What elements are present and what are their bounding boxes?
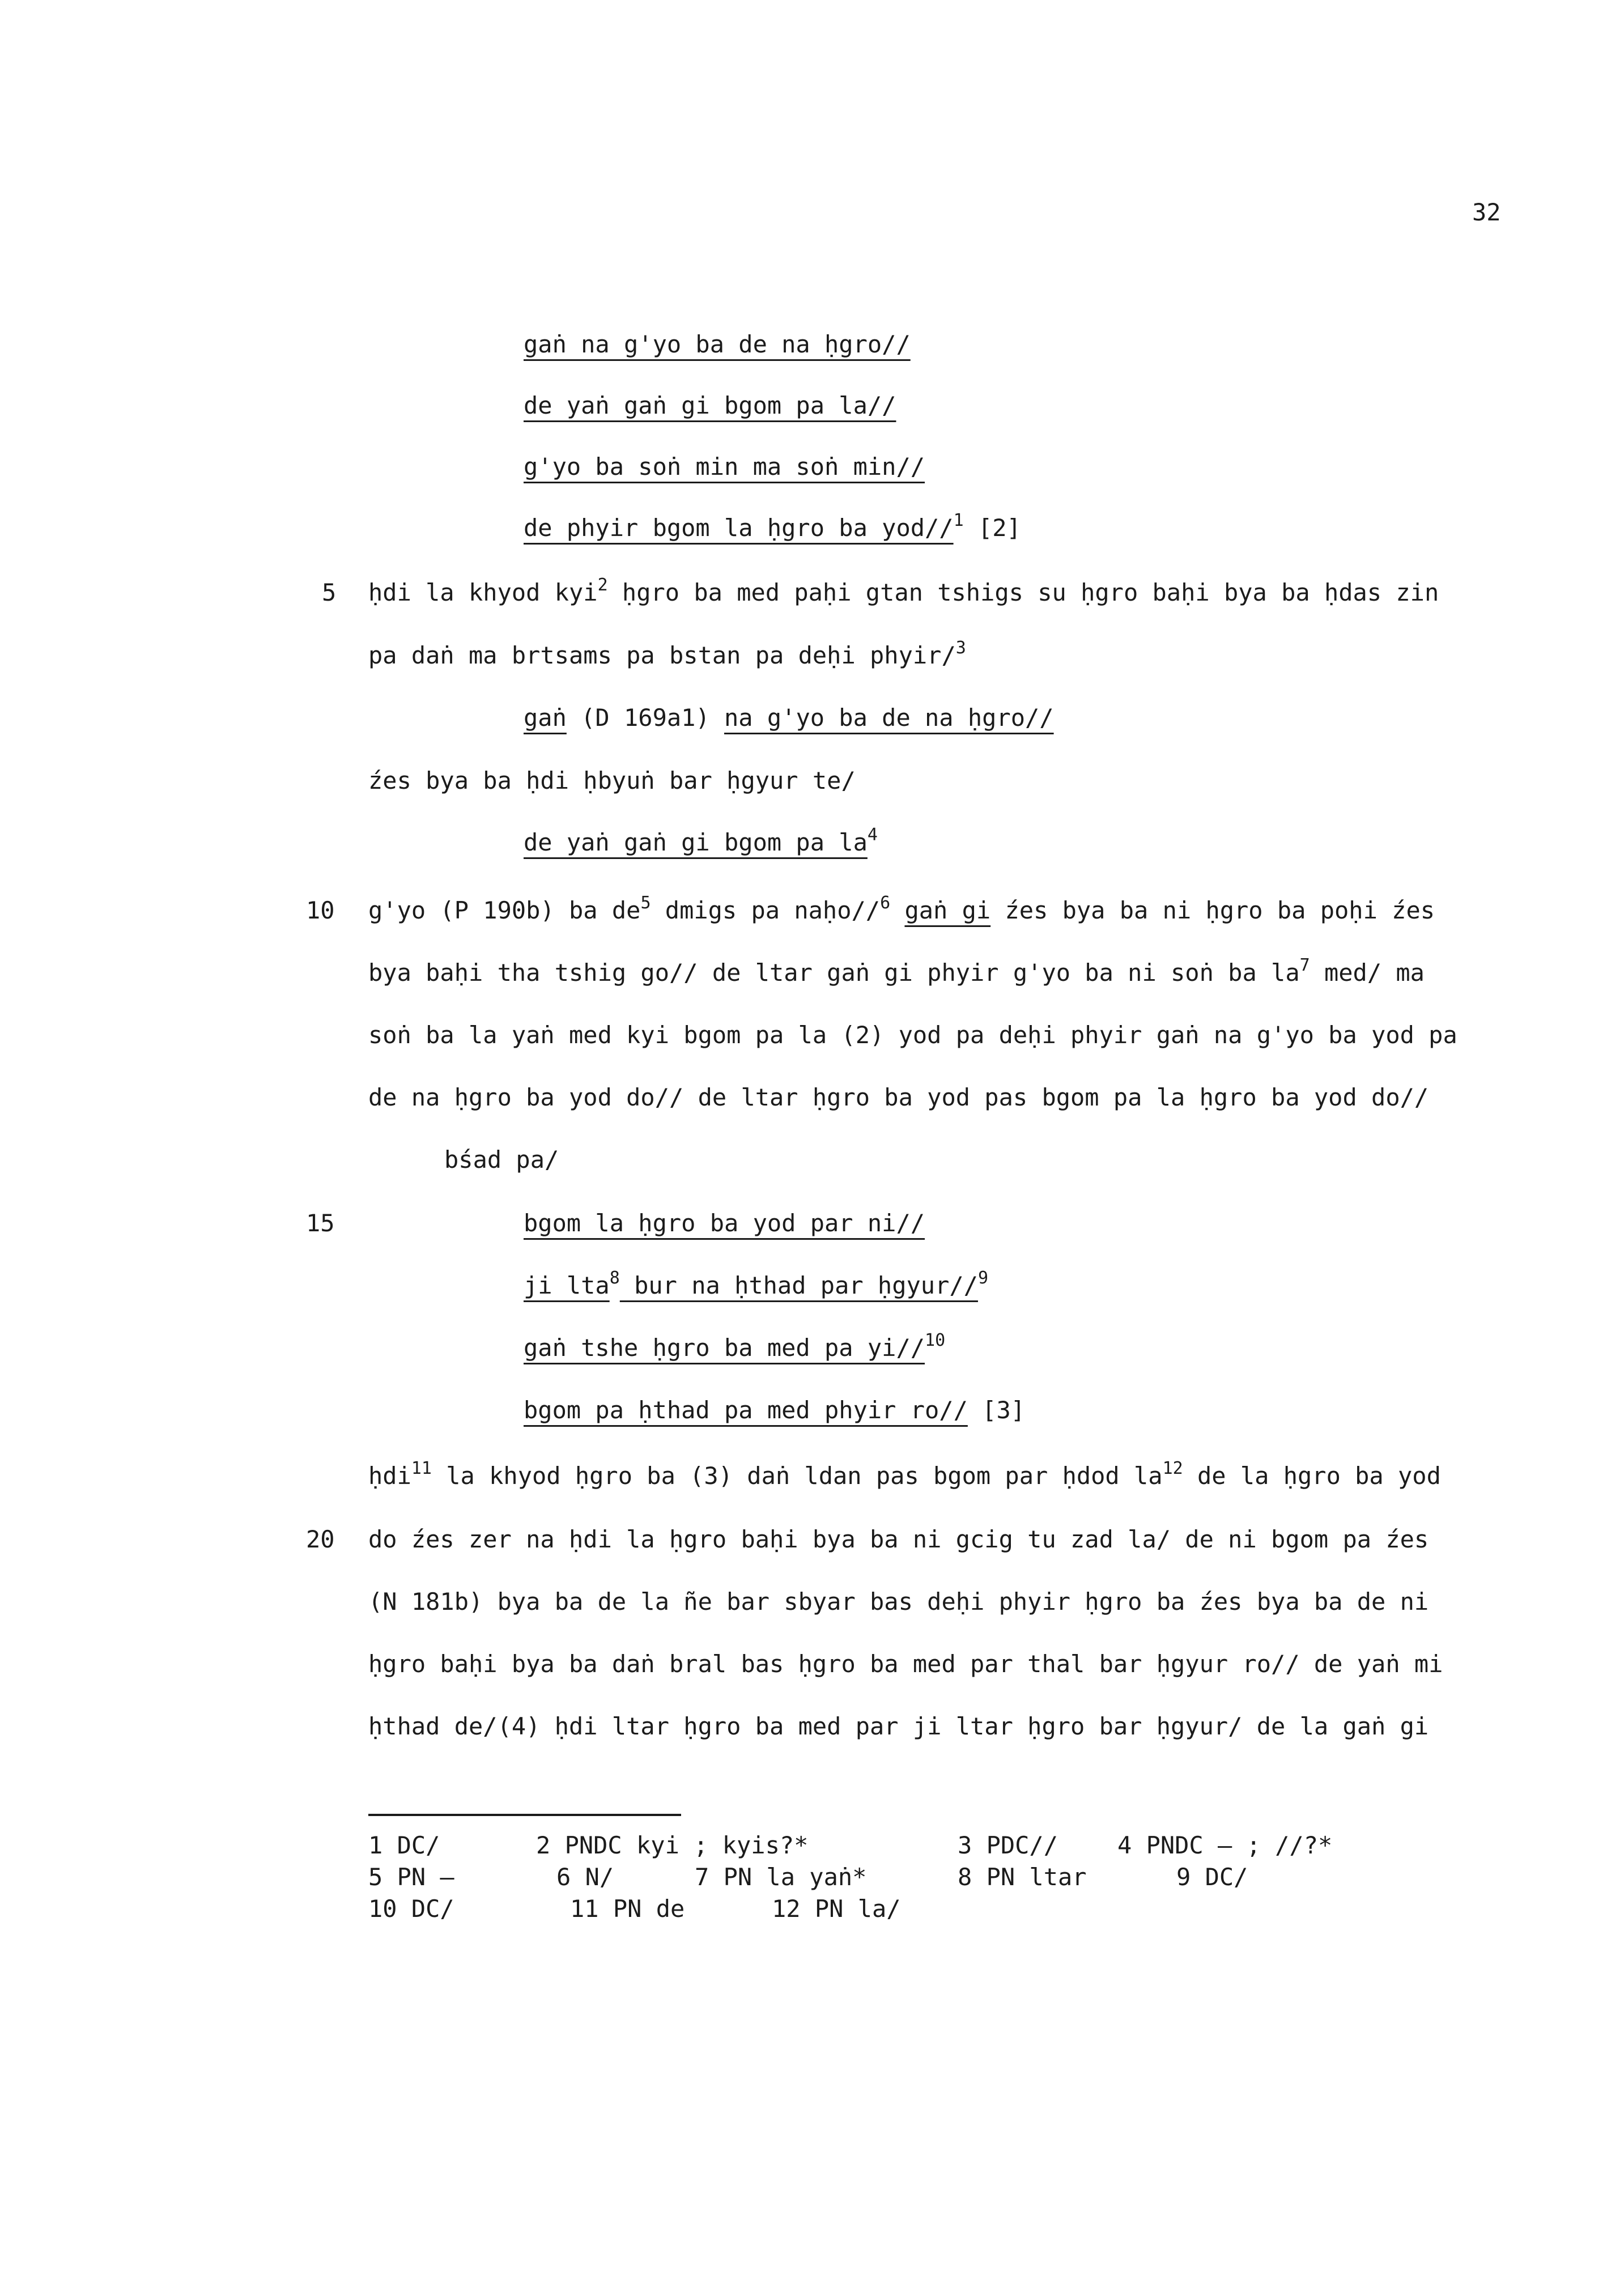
- cited-verse-line: gaṅ (D 169a1) na g'yo ba de na ḥgro//: [524, 704, 1054, 732]
- prose-line: ḥdi la khyod kyi$^2$ ḥgro ba med paḥi gtan tshigs su ḥgro baḥi bya ba ḥdas zin: [368, 575, 1439, 606]
- footnote: 5 PN —: [368, 1863, 454, 1891]
- footnote-ref: 1: [953, 511, 964, 530]
- verse-number: [3]: [967, 1396, 1026, 1424]
- footnote-ref: 6: [880, 893, 891, 913]
- line-number: 10: [306, 896, 335, 924]
- footnote-ref: 2: [597, 575, 608, 595]
- verse-line: de phyir bgom la ḥgro ba yod//$^1$ [2]: [524, 511, 1021, 542]
- footnote-ref: 12: [1162, 1459, 1183, 1478]
- verse-number: [2]: [963, 514, 1021, 542]
- verse-line: bgom la ḥgro ba yod par ni//: [524, 1209, 925, 1237]
- prose-line: ḥgro baḥi bya ba daṅ bral bas ḥgro ba med par thal bar ḥgyur ro// de yaṅ mi: [368, 1650, 1443, 1678]
- footnote: 6 N/: [556, 1863, 614, 1891]
- prose-line: g'yo (P 190b) ba $de^5$ dmigs pa naḥo//$^6$ gaṅ gi źes bya ba ni ḥgro ba poḥi źes: [368, 893, 1435, 924]
- footnote: 3 PDC//: [958, 1831, 1058, 1859]
- line-number: 20: [306, 1525, 335, 1553]
- line-number: 15: [306, 1209, 335, 1237]
- page-number: 32: [1472, 198, 1501, 226]
- footnote: 10 DC/: [368, 1895, 454, 1923]
- prose-line: ḥdi$^{11}$ la khyod ḥgro ba (3) daṅ ldan pas bgom par ḥdod $la^{12}$ de la ḥgro ba yod: [368, 1459, 1441, 1490]
- prose-line: de na ḥgro ba yod do// de ltar ḥgro ba yod pas bgom pa la ḥgro ba yod do//: [368, 1083, 1429, 1111]
- prose-line: pa daṅ ma brtsams pa bstan pa deḥi phyir/$^3$: [368, 638, 966, 669]
- verse-line: de yaṅ gaṅ gi bgom pa la//: [524, 392, 896, 419]
- footnote-ref: 11: [411, 1459, 432, 1478]
- verse-line: ji lta$^8$ bur na ḥthad par ḥgyur//$^9$: [524, 1268, 988, 1299]
- prose-line: do źes zer na ḥdi la ḥgro baḥi bya ba ni gcig tu zad la/ de ni bgom pa źes: [368, 1525, 1429, 1553]
- footnote: 8 PN ltar: [958, 1863, 1087, 1891]
- footnote-ref: 5: [640, 893, 651, 913]
- prose-line: ḥthad de/(4) ḥdi ltar ḥgro ba med par ji ltar ḥgro bar ḥgyur/ de la gaṅ gi: [368, 1712, 1429, 1740]
- prose-line: soṅ ba la yaṅ med kyi bgom pa la (2) yod pa deḥi phyir gaṅ na g'yo ba yod pa: [368, 1021, 1457, 1049]
- verse-line: gaṅ na g'yo ba de na ḥgro//: [524, 330, 911, 358]
- footnote-ref: 9: [977, 1268, 988, 1288]
- footnote: 9 DC/: [1176, 1863, 1248, 1891]
- verse-line: g'yo ba soṅ min ma soṅ min//: [524, 453, 925, 481]
- footnote-ref: 3: [955, 638, 966, 658]
- footnote-ref: 8: [609, 1268, 620, 1288]
- footnote: 1 DC/: [368, 1831, 440, 1859]
- footnote-ref: 7: [1299, 955, 1310, 975]
- prose-line: (N 181b) bya ba de la ñe bar sbyar bas deḥi phyir ḥgro ba źes bya ba de ni: [368, 1588, 1429, 1615]
- footnote-separator: [368, 1814, 681, 1816]
- prose-line: bśad pa/: [444, 1146, 559, 1173]
- footnote-ref: 4: [867, 825, 878, 845]
- verse-line: gaṅ tshe ḥgro ba med pa yi//$^{10}$: [524, 1330, 946, 1362]
- footnote: 4 PNDC — ; //?*: [1117, 1831, 1333, 1859]
- footnote: 11 PN de: [570, 1895, 685, 1923]
- line-number: 5: [322, 579, 337, 606]
- verse-line: bgom pa ḥthad pa med phyir ro// [3]: [524, 1396, 1026, 1424]
- prose-line: bya baḥi tha tshig go// de ltar gaṅ gi phyir g'yo ba ni soṅ ba $la^7$ med/ ma: [368, 955, 1425, 987]
- footnote-ref: 10: [925, 1330, 946, 1350]
- prose-line: źes bya ba ḥdi ḥbyuṅ bar ḥgyur te/: [368, 767, 856, 794]
- footnote: 12 PN la/: [772, 1895, 901, 1923]
- cited-verse-line: de yaṅ gaṅ gi bgom pa $la^4$: [524, 825, 878, 856]
- footnote: 7 PN la yaṅ*: [695, 1863, 867, 1891]
- footnote: 2 PNDC kyi ; kyis?*: [536, 1831, 809, 1859]
